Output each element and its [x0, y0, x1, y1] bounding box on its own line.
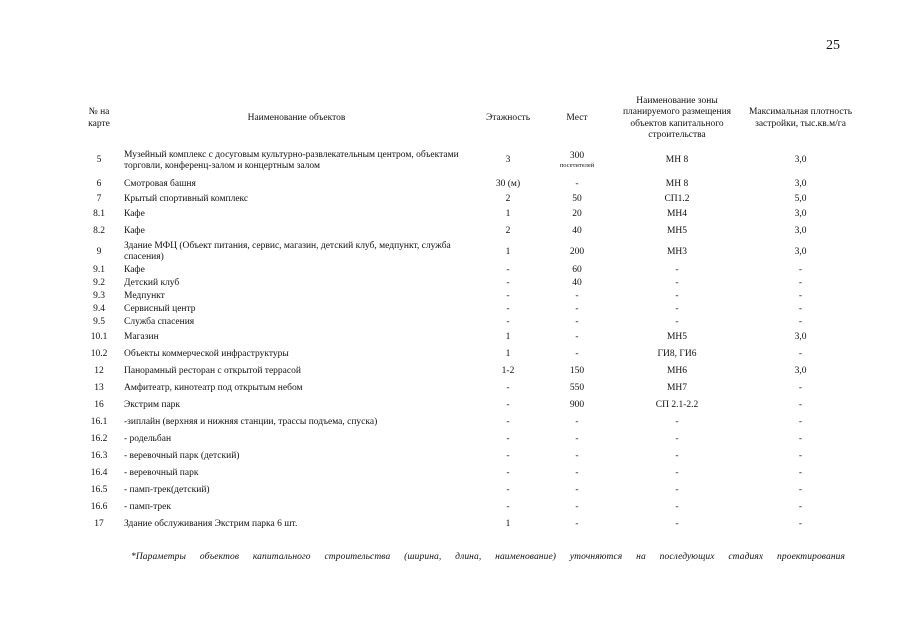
cell-seats [543, 363, 611, 380]
cell-num: 5 [96, 155, 102, 165]
table-row [78, 240, 858, 264]
seats-value: - [575, 304, 579, 314]
cell-seats [543, 329, 611, 346]
cell-floors: 30 (м) [495, 179, 521, 189]
cell-zone: МН 8 [665, 179, 689, 189]
cell-density: - [798, 468, 803, 478]
cell-density: 3,0 [794, 226, 807, 236]
objects-table-container [78, 92, 858, 533]
cell-floors: - [506, 383, 510, 393]
table-header-row [78, 92, 858, 145]
cell-name: Кафе [124, 226, 145, 236]
cell-seats [543, 193, 611, 206]
cell-zone: - [675, 304, 679, 314]
cell-floors: 3 [505, 155, 511, 165]
cell-num: 16.3 [90, 451, 108, 461]
cell-density: - [798, 349, 803, 359]
cell-floors: - [506, 265, 510, 275]
cell-num: 7 [96, 194, 102, 204]
cell-num: 9.2 [93, 278, 105, 288]
table-row [78, 465, 858, 482]
cell-num: 9.3 [93, 291, 105, 301]
cell-density: - [798, 519, 803, 529]
cell-seats [543, 303, 611, 316]
cell-seats [543, 277, 611, 290]
cell-seats [543, 176, 611, 193]
cell-num: 6 [96, 179, 102, 189]
cell-seats [543, 316, 611, 329]
cell-seats [543, 223, 611, 240]
seats-value: - [575, 179, 579, 189]
cell-num: 16.4 [90, 468, 108, 478]
table-row [78, 290, 858, 303]
cell-zone: - [675, 278, 679, 288]
cell-floors: - [506, 417, 510, 427]
cell-seats [543, 499, 611, 516]
seats-value: - [575, 317, 579, 327]
table-row [78, 363, 858, 380]
cell-num: 10.1 [90, 332, 108, 342]
cell-density: - [798, 278, 803, 288]
cell-name: Амфитеатр, кинотеатр под открытым небом [124, 383, 303, 393]
cell-name: - родельбан [124, 434, 172, 444]
table-row [78, 145, 858, 176]
cell-density: 3,0 [794, 246, 807, 257]
seats-value: - [575, 332, 579, 342]
cell-name: Служба спасения [124, 317, 195, 327]
cell-density: 3,0 [794, 366, 807, 376]
cell-name: Объекты коммерческой инфраструктуры [124, 349, 289, 359]
seats-value: - [575, 468, 579, 478]
cell-seats [543, 346, 611, 363]
cell-seats [543, 465, 611, 482]
cell-num: 16.5 [90, 485, 108, 495]
cell-floors: 1 [505, 332, 511, 342]
cell-density: - [798, 502, 803, 512]
cell-num: 9.1 [93, 265, 105, 275]
cell-density: - [798, 451, 803, 461]
cell-zone: - [675, 291, 679, 301]
cell-density: - [798, 291, 803, 301]
table-row [78, 482, 858, 499]
table-row [78, 223, 858, 240]
table-body [78, 145, 858, 533]
seats-value: 200 [569, 246, 585, 257]
cell-zone: МН5 [666, 332, 688, 342]
table-row [78, 193, 858, 206]
table-row [78, 414, 858, 431]
cell-num: 9.4 [93, 304, 105, 314]
cell-zone: - [675, 485, 679, 495]
cell-density: - [798, 304, 803, 314]
cell-floors: - [506, 502, 510, 512]
cell-num: 9 [96, 246, 102, 257]
cell-zone: МН 8 [665, 155, 689, 165]
cell-density: 3,0 [794, 179, 807, 189]
cell-zone: - [675, 265, 679, 275]
cell-num: 16.2 [90, 434, 108, 444]
cell-name: Кафе [124, 265, 145, 275]
seats-value: 900 [569, 400, 585, 410]
table-row [78, 316, 858, 329]
seats-value: - [575, 349, 579, 359]
table-row [78, 277, 858, 290]
cell-name: Здание обслуживания Экстрим парка 6 шт. [124, 519, 298, 529]
cell-seats [543, 206, 611, 223]
table-row [78, 499, 858, 516]
cell-zone: МН5 [666, 226, 688, 236]
cell-density: - [798, 265, 803, 275]
cell-floors: - [506, 468, 510, 478]
page-number: 25 [826, 38, 840, 53]
header-zone: Наименование зоны планируемого размещения объектов капитального строительства [622, 95, 732, 140]
table-row [78, 206, 858, 223]
cell-floors: 1 [505, 349, 511, 359]
cell-density: 3,0 [794, 332, 807, 342]
cell-seats [543, 448, 611, 465]
table-row [78, 264, 858, 277]
cell-zone: СП 2.1-2.2 [655, 400, 699, 410]
cell-name: Крытый спортивный комплекс [124, 194, 249, 204]
cell-seats [543, 482, 611, 499]
cell-name: Смотровая башня [124, 179, 196, 189]
seats-value: - [575, 502, 579, 512]
header-density: Максимальная плотность застройки, тыс.кв.м/га [748, 107, 853, 129]
header-floors: Этажность [485, 112, 531, 123]
cell-num: 16 [94, 400, 104, 410]
cell-floors: - [506, 400, 510, 410]
cell-zone: МН3 [666, 246, 688, 257]
cell-seats [543, 264, 611, 277]
cell-name: -зиплайн (верхняя и нижняя станции, трассы подъема, спуска) [124, 417, 378, 427]
cell-name: Магазин [124, 332, 159, 342]
cell-name: Здание МФЦ (Объект питания, сервис, магазин, детский клуб, медпункт, служба спасения) [124, 241, 451, 262]
header-num: № на карте [88, 107, 110, 129]
cell-floors: 1-2 [501, 366, 515, 376]
cell-density: - [798, 383, 803, 393]
cell-seats [543, 240, 611, 264]
cell-zone: - [675, 451, 679, 461]
table-row [78, 176, 858, 193]
seats-value: - [575, 434, 579, 444]
cell-name: Экстрим парк [124, 400, 181, 410]
cell-name: Музейный комплекс с досуговым культурно-развлекательным центром, объектами торговли, конференц-залом и концертным залом [124, 149, 459, 171]
cell-density: - [798, 317, 803, 327]
cell-floors: - [506, 304, 510, 314]
seats-value: 60 [572, 265, 582, 275]
cell-zone: - [675, 519, 679, 529]
cell-name: - памп-трек [124, 502, 171, 512]
cell-zone: ГИ8, ГИ6 [657, 349, 697, 359]
cell-seats [543, 431, 611, 448]
cell-seats [543, 414, 611, 431]
cell-zone: - [675, 468, 679, 478]
seats-value: - [575, 519, 579, 529]
cell-name: - веревочный парк (детский) [124, 451, 240, 461]
cell-floors: - [506, 485, 510, 495]
cell-name: Детский клуб [124, 278, 180, 288]
cell-zone: МН6 [666, 366, 688, 376]
seats-value: - [575, 485, 579, 495]
cell-zone: МН4 [666, 209, 688, 219]
cell-name: Панорамный ресторан с открытой террасой [124, 366, 301, 376]
seats-value: - [575, 451, 579, 461]
cell-density: - [798, 485, 803, 495]
cell-floors: 1 [505, 519, 511, 529]
seats-value: - [575, 291, 579, 301]
cell-density: - [798, 400, 803, 410]
seats-value: 20 [572, 209, 582, 219]
cell-density: - [798, 434, 803, 444]
cell-zone: - [675, 417, 679, 427]
cell-floors: 2 [505, 226, 511, 236]
objects-table [78, 92, 858, 533]
cell-floors: - [506, 278, 510, 288]
cell-name: Кафе [124, 209, 145, 219]
table-row [78, 516, 858, 533]
cell-density: - [798, 417, 803, 427]
cell-num: 8.1 [93, 209, 105, 219]
cell-density: 5,0 [794, 194, 807, 204]
cell-num: 9.5 [93, 317, 105, 327]
table-row [78, 329, 858, 346]
cell-seats [543, 516, 611, 533]
cell-floors: - [506, 291, 510, 301]
footnote: *Параметры объектов капитального строительства (ширина, длина, наименование) уточняются на последующих стадиях проектирования [131, 552, 845, 562]
cell-num: 12 [94, 366, 104, 376]
cell-floors: 2 [505, 194, 511, 204]
table-row [78, 397, 858, 414]
cell-zone: - [675, 502, 679, 512]
cell-num: 17 [94, 519, 104, 529]
cell-floors: - [506, 434, 510, 444]
cell-seats [543, 380, 611, 397]
cell-num: 10.2 [90, 349, 108, 359]
cell-floors: - [506, 451, 510, 461]
cell-density: 3,0 [794, 155, 807, 165]
cell-zone: СП1.2 [664, 194, 690, 204]
seats-value: 40 [572, 278, 582, 288]
seats-value: 150 [569, 366, 585, 376]
seats-value: 50 [572, 194, 582, 204]
cell-zone: - [675, 434, 679, 444]
header-name: Наименование объектов [247, 112, 346, 123]
seats-value: 40 [572, 226, 582, 236]
seats-value: - [575, 417, 579, 427]
cell-num: 8.2 [93, 226, 105, 236]
cell-density: 3,0 [794, 209, 807, 219]
cell-floors: 1 [505, 246, 511, 257]
seats-note: посетителей [559, 162, 595, 169]
cell-zone: МН7 [666, 383, 688, 393]
table-row [78, 431, 858, 448]
cell-seats [543, 397, 611, 414]
cell-seats [543, 145, 611, 176]
cell-num: 16.1 [90, 417, 108, 427]
cell-zone: - [675, 317, 679, 327]
cell-name: - памп-трек(детский) [124, 485, 210, 495]
cell-name: Медпункт [124, 291, 165, 301]
header-seats: Мест [566, 112, 588, 123]
seats-value: 300 [569, 151, 585, 161]
table-row [78, 448, 858, 465]
cell-name: - веревочный парк [124, 468, 199, 478]
table-row [78, 346, 858, 363]
cell-floors: 1 [505, 209, 511, 219]
cell-num: 13 [94, 383, 104, 393]
seats-value: 550 [569, 383, 585, 393]
cell-seats [543, 290, 611, 303]
cell-num: 16.6 [90, 502, 108, 512]
table-row [78, 380, 858, 397]
cell-floors: - [506, 317, 510, 327]
cell-name: Сервисный центр [124, 304, 196, 314]
table-row [78, 303, 858, 316]
